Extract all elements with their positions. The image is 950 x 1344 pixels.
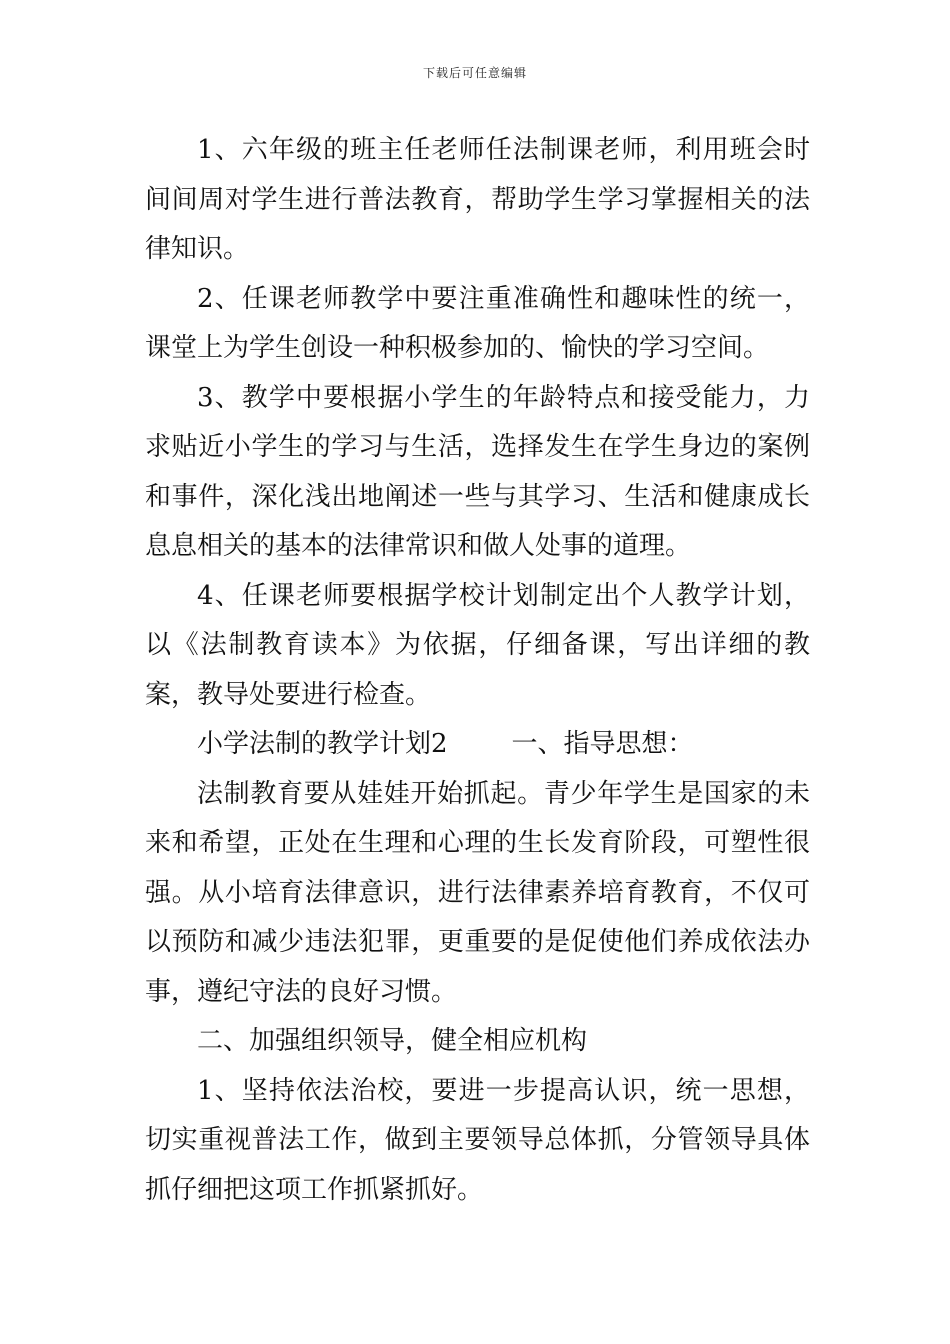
paragraph-6: 1、坚持依法治校，要进一步提高认识，统一思想，切实重视普法工作，做到主要领导总体抓，分管领导具体抓仔细把这项工作抓紧抓好。 (145, 1075, 810, 1205)
paragraph-5: 法制教育要从娃娃开始抓起。青少年学生是国家的未来和希望，正处在生理和心理的生长发育阶段，可塑性很强。从小培育法律意识，进行法律素养培育教育，不仅可以预防和减少违法犯罪，更重要的是促使他们养成依法办事，遵纪守法的良好习惯。 (145, 778, 810, 1007)
paragraph-4: 4、任课老师要根据学校计划制定出个人教学计划，以《法制教育读本》为依据，仔细备课，写出详细的教案，教导处要进行检查。 (145, 580, 810, 710)
section-heading-organization: 二、加强组织领导，健全相应机构 (197, 1026, 588, 1056)
header-note: 下载后可任意编辑 (422, 66, 527, 80)
document-body (145, 126, 810, 1215)
plan-title: 小学法制的教学计划2 (197, 729, 448, 759)
paragraph-1: 1、六年级的班主任老师任法制课老师，利用班会时间间周对学生进行普法教育，帮助学生学习掌握相关的法律知识。 (145, 135, 810, 264)
paragraph-2: 2、任课老师教学中要注重准确性和趣味性的统一，课堂上为学生创设一种积极参加的、愉快的学习空间。 (145, 283, 810, 363)
paragraph-3: 3、教学中要根据小学生的年龄特点和接受能力，力求贴近小学生的学习与生活，选择发生在学生身边的案例和事件，深化浅出地阐述一些与其学习、生活和健康成长息息相关的基本的法律常识和做人处事的道理。 (145, 382, 810, 561)
section-heading-guiding-thought: 一、指导思想： (511, 729, 694, 759)
plan-heading-line (145, 720, 810, 770)
